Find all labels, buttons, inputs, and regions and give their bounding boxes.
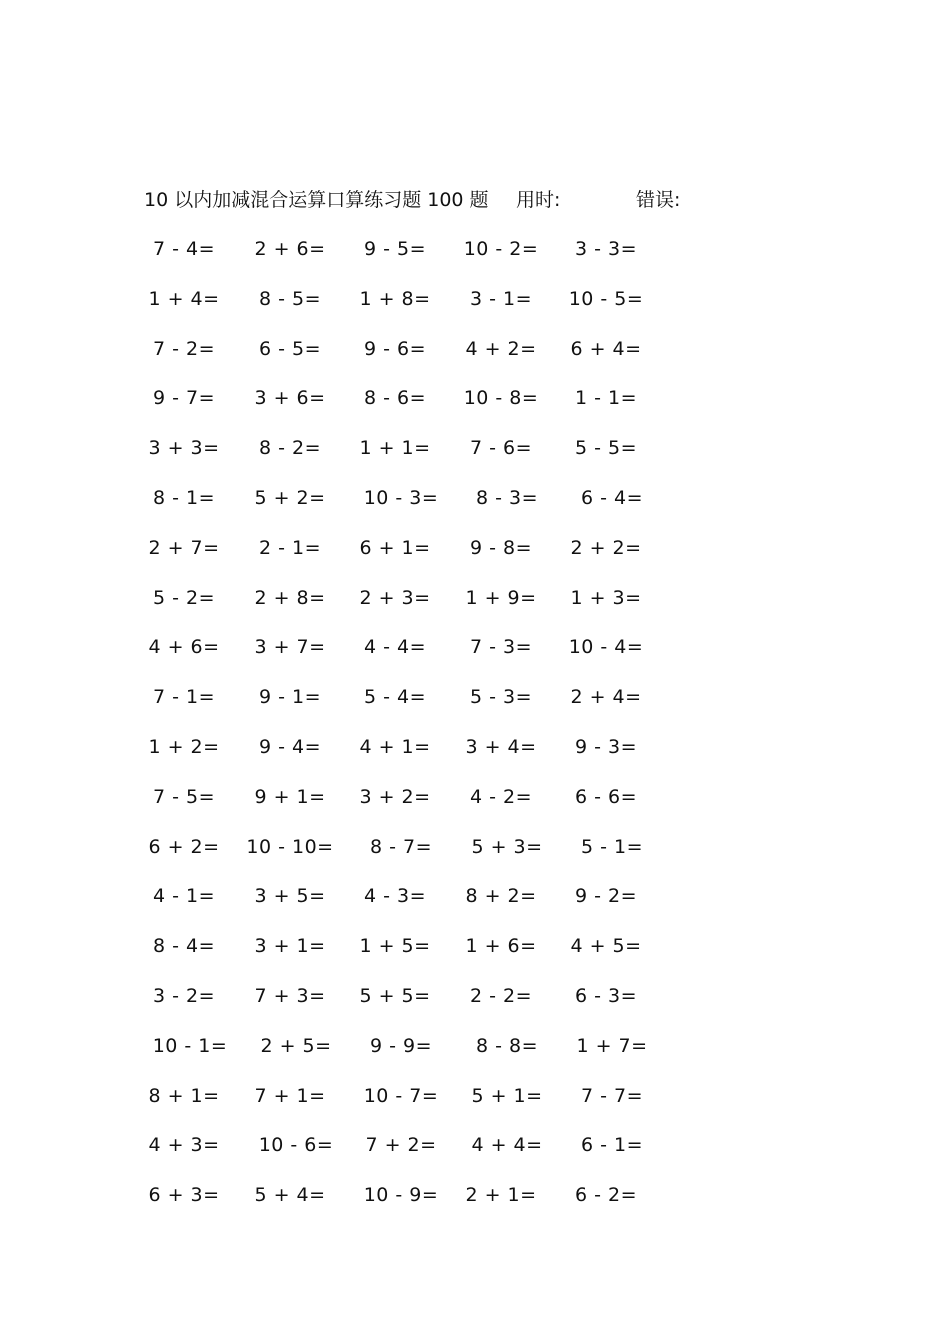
arithmetic-problem: 10 - 4= [568,636,644,659]
arithmetic-problem: 3 + 6= [254,387,326,410]
arithmetic-problem: 8 + 2= [465,885,537,908]
arithmetic-problem: 3 + 7= [254,636,326,659]
arithmetic-problem: 2 + 5= [260,1034,332,1057]
arithmetic-problem: 1 + 8= [359,287,431,310]
arithmetic-problem: 1 + 2= [148,735,220,758]
problem-row [0,679,950,729]
arithmetic-problem: 4 - 2= [469,785,533,808]
arithmetic-problem: 6 + 3= [148,1184,220,1207]
arithmetic-problem: 5 - 1= [580,835,644,858]
problem-row [0,231,950,281]
errors-label: 错误: [636,189,681,211]
arithmetic-problem: 6 - 3= [574,984,638,1007]
arithmetic-problem: 1 - 1= [574,387,638,410]
arithmetic-problem: 2 + 1= [465,1184,537,1207]
arithmetic-problem: 9 - 4= [258,735,322,758]
arithmetic-problem: 6 - 4= [580,486,644,509]
arithmetic-problem: 10 - 3= [363,486,439,509]
arithmetic-problem: 9 - 3= [574,735,638,758]
arithmetic-problem: 3 + 3= [148,437,220,460]
arithmetic-problem: 9 - 2= [574,885,638,908]
arithmetic-problem: 10 - 9= [363,1184,439,1207]
arithmetic-problem: 4 + 2= [465,337,537,360]
arithmetic-problem: 9 - 6= [363,337,427,360]
arithmetic-problem: 10 - 2= [463,238,539,260]
arithmetic-problem: 4 + 3= [148,1134,220,1157]
arithmetic-problem: 3 + 1= [254,935,326,958]
arithmetic-problem: 8 - 2= [258,437,322,460]
arithmetic-problem: 2 + 3= [359,586,431,609]
arithmetic-problem: 1 + 1= [359,437,431,460]
problem-row [0,1078,950,1128]
problem-row [0,1028,950,1078]
arithmetic-problem: 9 - 8= [469,536,533,559]
arithmetic-problem: 4 + 6= [148,636,220,659]
arithmetic-problem: 5 + 3= [471,835,543,858]
arithmetic-problem: 3 - 3= [574,238,638,260]
arithmetic-problem: 7 - 7= [580,1084,644,1107]
arithmetic-problem: 5 + 1= [471,1084,543,1107]
arithmetic-problem: 10 - 6= [258,1134,334,1157]
problem-row [0,530,950,580]
arithmetic-problem: 8 - 4= [152,935,216,958]
arithmetic-problem: 7 - 5= [152,785,216,808]
arithmetic-problem: 4 + 4= [471,1134,543,1157]
arithmetic-problem: 4 - 3= [363,885,427,908]
worksheet-title: 10 以内加减混合运算口算练习题 100 题 [144,189,489,211]
arithmetic-problem: 1 + 6= [465,935,537,958]
arithmetic-problem: 7 - 4= [152,238,216,260]
arithmetic-problem: 8 - 1= [152,486,216,509]
arithmetic-problem: 5 - 4= [363,686,427,709]
arithmetic-problem: 5 + 4= [254,1184,326,1207]
problem-grid [0,231,950,1227]
arithmetic-problem: 2 + 6= [254,238,326,260]
arithmetic-problem: 3 - 2= [152,984,216,1007]
arithmetic-problem: 6 + 1= [359,536,431,559]
arithmetic-problem: 5 - 2= [152,586,216,609]
arithmetic-problem: 1 + 5= [359,935,431,958]
arithmetic-problem: 7 - 1= [152,686,216,709]
arithmetic-problem: 8 - 6= [363,387,427,410]
problem-row [0,629,950,679]
arithmetic-problem: 6 + 4= [570,337,642,360]
problem-row [0,829,950,879]
arithmetic-problem: 4 + 1= [359,735,431,758]
arithmetic-problem: 5 + 2= [254,486,326,509]
arithmetic-problem: 6 - 5= [258,337,322,360]
arithmetic-problem: 7 - 3= [469,636,533,659]
arithmetic-problem: 8 - 3= [475,486,539,509]
arithmetic-problem: 7 - 2= [152,337,216,360]
arithmetic-problem: 10 - 10= [246,835,334,858]
problem-row [0,1177,950,1227]
arithmetic-problem: 2 + 2= [570,536,642,559]
arithmetic-problem: 4 - 1= [152,885,216,908]
arithmetic-problem: 7 - 6= [469,437,533,460]
arithmetic-problem: 7 + 3= [254,984,326,1007]
arithmetic-problem: 2 + 4= [570,686,642,709]
arithmetic-problem: 6 - 6= [574,785,638,808]
arithmetic-problem: 1 + 3= [570,586,642,609]
arithmetic-problem: 3 - 1= [469,287,533,310]
problem-row [0,331,950,381]
arithmetic-problem: 9 - 5= [363,238,427,260]
arithmetic-problem: 3 + 5= [254,885,326,908]
arithmetic-problem: 5 + 5= [359,984,431,1007]
arithmetic-problem: 7 + 2= [365,1134,437,1157]
arithmetic-problem: 10 - 1= [152,1034,228,1057]
arithmetic-problem: 4 + 5= [570,935,642,958]
arithmetic-problem: 9 - 1= [258,686,322,709]
problem-row [0,580,950,630]
problem-row [0,480,950,530]
problem-row [0,380,950,430]
arithmetic-problem: 1 + 7= [576,1034,648,1057]
arithmetic-problem: 8 - 7= [369,835,433,858]
problem-row [0,978,950,1028]
time-used-label: 用时: [516,189,561,211]
arithmetic-problem: 6 - 1= [580,1134,644,1157]
arithmetic-problem: 5 - 5= [574,437,638,460]
arithmetic-problem: 5 - 3= [469,686,533,709]
arithmetic-problem: 2 - 2= [469,984,533,1007]
arithmetic-problem: 6 - 2= [574,1184,638,1207]
arithmetic-problem: 4 - 4= [363,636,427,659]
arithmetic-problem: 7 + 1= [254,1084,326,1107]
problem-row [0,779,950,829]
arithmetic-problem: 10 - 7= [363,1084,439,1107]
problem-row [0,281,950,331]
problem-row [0,928,950,978]
problem-row [0,430,950,480]
arithmetic-problem: 10 - 8= [463,387,539,410]
problem-row [0,729,950,779]
arithmetic-problem: 6 + 2= [148,835,220,858]
worksheet-header [144,186,784,214]
problem-row [0,878,950,928]
arithmetic-problem: 2 + 8= [254,586,326,609]
arithmetic-problem: 9 + 1= [254,785,326,808]
arithmetic-problem: 9 - 7= [152,387,216,410]
arithmetic-problem: 1 + 9= [465,586,537,609]
arithmetic-problem: 8 + 1= [148,1084,220,1107]
arithmetic-problem: 3 + 2= [359,785,431,808]
arithmetic-problem: 8 - 8= [475,1034,539,1057]
arithmetic-problem: 9 - 9= [369,1034,433,1057]
arithmetic-problem: 10 - 5= [568,287,644,310]
arithmetic-problem: 8 - 5= [258,287,322,310]
arithmetic-problem: 3 + 4= [465,735,537,758]
arithmetic-problem: 1 + 4= [148,287,220,310]
problem-row [0,1127,950,1177]
arithmetic-problem: 2 + 7= [148,536,220,559]
arithmetic-problem: 2 - 1= [258,536,322,559]
